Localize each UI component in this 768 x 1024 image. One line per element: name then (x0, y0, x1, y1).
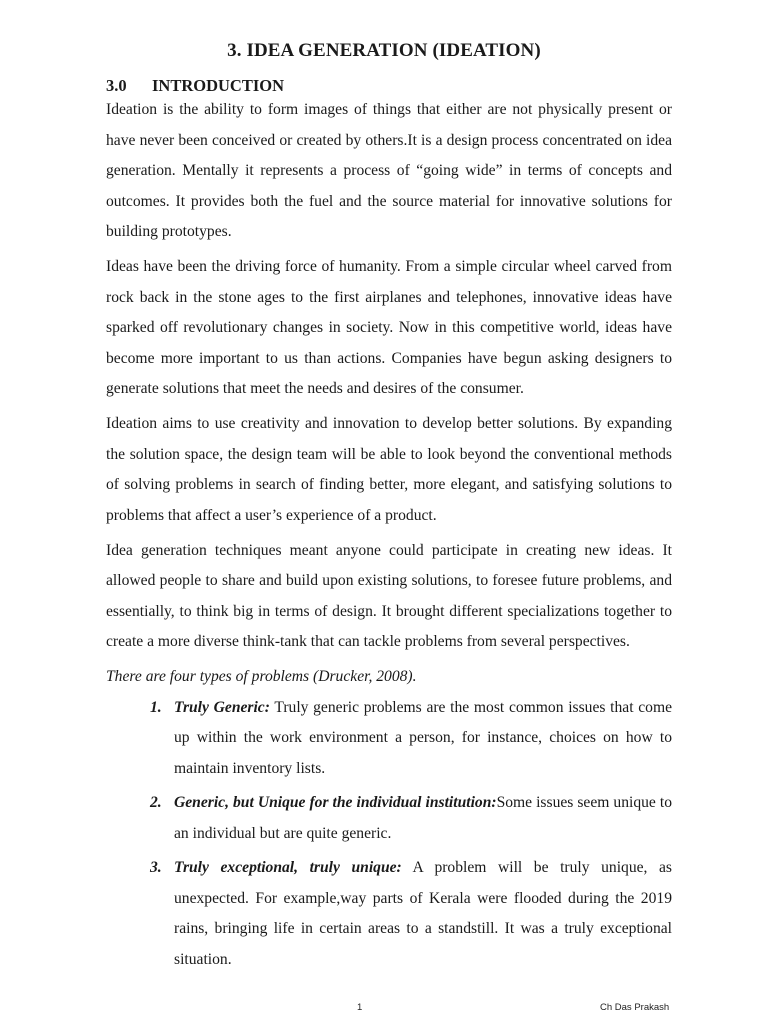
list-term: Truly Generic: (174, 698, 270, 716)
list-text: A problem will be truly unique, as unexpected. For example,way parts of Kerala were flooded during the 2019 rains, bringing life in certain areas to a standstill. It was a truly exceptional situation. (174, 859, 672, 968)
page-number: 1 (357, 1002, 363, 1013)
paragraph-1: Ideation is the ability to form images of things that either are not physically present or have never been conceived or created by others.It is a design process concentrated on idea generation. Mentally it represents a process of “going wide” in terms of concepts and outcomes. It provides both the fuel and the source material for innovative solutions for building prototypes. (106, 101, 672, 240)
paragraph-4: Idea generation techniques meant anyone could participate in creating new ideas. It allowed people to share and build upon existing solutions, to foresee future problems, and essentially, to think big in terms of design. It brought different specializations together to create a more diverse think-tank that can tackle problems from several perspectives. (106, 541, 672, 650)
list-text: Truly generic problems are the most common issues that come up within the work environment a person, for instance, choices on how to maintain inventory lists. (174, 698, 672, 777)
list-term: Generic, but Unique for the individual institution: (174, 794, 497, 811)
list-text: Some issues seem unique to an individual but are quite generic. (174, 794, 672, 842)
list-item (106, 853, 672, 975)
section-title: INTRODUCTION (152, 76, 285, 95)
list-marker: 1. (150, 698, 162, 716)
list-marker: 2. (150, 794, 162, 811)
list-item (106, 788, 672, 849)
list-lead: There are four types of problems (Drucker, 2008). (106, 668, 417, 685)
chapter-title: 3. IDEA GENERATION (IDEATION) (227, 40, 541, 61)
section-number: 3.0 (106, 76, 127, 95)
paragraph-2: Ideas have been the driving force of humanity. From a simple circular wheel carved from rock back in the stone ages to the first airplanes and telephones, innovative ideas have sparked off revolutionary changes in society. Now in this competitive world, ideas have become more important to us than actions. Companies have begun asking designers to generate solutions that meet the needs and desires of the consumer. (106, 258, 672, 397)
problem-types-list (106, 693, 672, 976)
body-text (106, 95, 672, 979)
list-term: Truly exceptional, truly unique: (174, 859, 402, 876)
list-marker: 3. (150, 859, 162, 876)
section-heading (106, 76, 284, 96)
footer-author: Ch Das Prakash (600, 1002, 670, 1013)
list-item (106, 693, 672, 785)
paragraph-3: Ideation aims to use creativity and innovation to develop better solutions. By expanding the solution space, the design team will be able to look beyond the conventional methods of solving problems in search of finding better, more elegant, and satisfying solutions to problems that affect a user’s experience of a product. (106, 415, 672, 524)
